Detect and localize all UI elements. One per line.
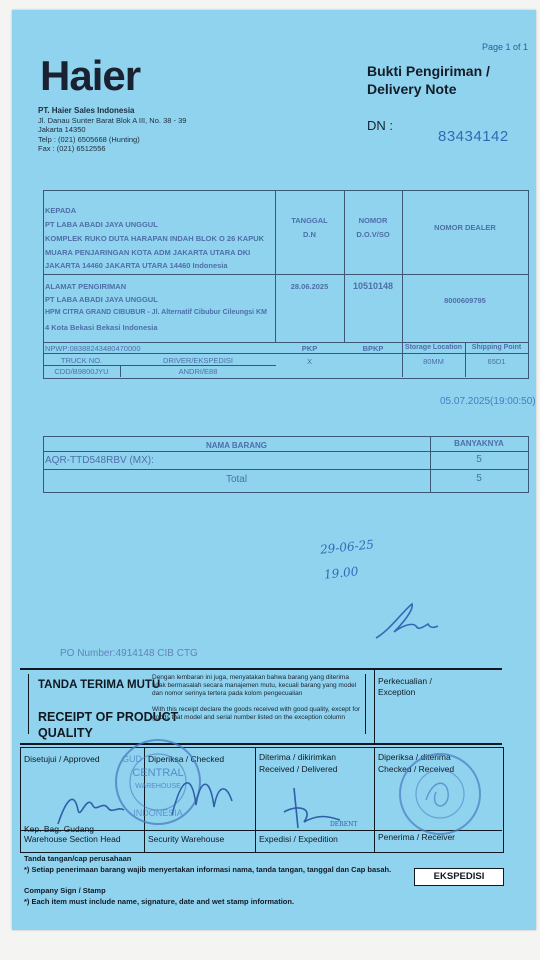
haier-logo: Haier <box>40 52 141 99</box>
consignee-line: KOMPLEK RUKO DUTA HARAPAN INDAH BLOK O 26 KAPUK <box>45 234 265 243</box>
section-bracket <box>28 674 29 734</box>
shipping-value: 65D1 <box>487 357 506 366</box>
ship-to-line: PT LABA ABADI JAYA UNGGUL <box>45 295 158 304</box>
header-tanggal-sub: D.N <box>303 230 316 239</box>
item-name: AQR-TTD548RBV (MX): <box>45 455 154 466</box>
delivery-note-sheet <box>12 10 536 930</box>
handwritten-signature-icon <box>372 600 442 644</box>
company-fax: Fax : (021) 6512556 <box>38 144 106 153</box>
footer-sign-title-id: Tanda tangan/cap perusahaan <box>24 854 132 863</box>
copy-type-badge: EKSPEDISI <box>414 868 504 886</box>
document-title-en: Delivery Note <box>367 81 457 97</box>
header-shipping-point: Shipping Point <box>471 344 522 351</box>
stamp-warehouse-text: WAREHOUSE <box>135 783 181 790</box>
receiver-stamp-icon <box>390 746 490 844</box>
document-title <box>367 62 490 98</box>
role-security: Security Warehouse <box>148 834 225 844</box>
receipt-title-en: RECEIPT OF PRODUCT <box>38 710 179 724</box>
total-qty: 5 <box>476 473 482 484</box>
approved-label: Disetujui / Approved <box>24 754 100 764</box>
checker-signature-icon <box>162 765 252 825</box>
dn-label: DN : <box>367 118 393 133</box>
nomor-value: 10510148 <box>352 281 394 291</box>
storage-value: 80MM <box>423 357 444 366</box>
section-bracket <box>365 674 366 734</box>
received-label: Diperiksa / diterima <box>378 752 451 762</box>
total-label: Total <box>225 474 248 485</box>
signature-divider <box>374 747 375 852</box>
stamp-gud-text: GUD <box>122 754 142 764</box>
header-pkp: PKP <box>301 344 318 353</box>
items-table-divider <box>43 469 528 470</box>
info-table-divider <box>275 190 276 342</box>
receipt-text-en: With this receipt declare the goods received with good quality, except for goods that model and serial number listed on the exception column <box>152 706 360 721</box>
header-nama-barang: NAMA BARANG <box>205 441 268 450</box>
expedition-signature-icon <box>274 782 364 832</box>
role-receiver: Penerima / Receiver <box>378 832 456 842</box>
consignee-line: JAKARTA 14460 JAKARTA UTARA 14460 Indonesia <box>45 261 228 270</box>
consignee-label: KEPADA <box>45 206 77 215</box>
ship-to-line: 4 Kota Bekasi Bekasi Indonesia <box>45 323 158 332</box>
truck-value: CDD/B9800JYU <box>54 367 109 376</box>
delivered-label-en: Received / Delivered <box>259 764 338 774</box>
header-nomor: NOMOR <box>358 216 388 225</box>
stamp-indonesia-text: INDONESIA <box>133 808 183 818</box>
section-rule <box>20 743 502 745</box>
expedition-signature-note: DERENT <box>330 821 358 828</box>
page-number: Page 1 of 1 <box>482 42 529 52</box>
document-title-id: Bukti Pengiriman / <box>367 63 490 79</box>
npwp: NPWP:08388243480470000 <box>45 344 141 353</box>
header-bpkp: BPKP <box>362 344 384 353</box>
receipt-text-id: Dengan lembaran ini juga, menyatakan bahwa barang yang diterima tidak bermasalah secara manajemen mutu, kecuali barang yang model dan nomor serinya tertera pada kolom pengecualian <box>152 674 357 697</box>
company-name: PT. Haier Sales Indonesia <box>38 106 135 115</box>
dn-number: 83434142 <box>438 128 509 145</box>
info-table-divider <box>43 365 276 366</box>
item-qty: 5 <box>476 454 482 465</box>
header-nomor-dealer: NOMOR DEALER <box>434 223 496 232</box>
exception-label-en: Exception <box>378 687 416 697</box>
info-table-divider <box>344 190 345 342</box>
received-label-en: Checked / Received <box>378 764 455 774</box>
receipt-title-id: TANDA TERIMA MUTU <box>38 679 161 691</box>
role-warehouse-head-en: Warehouse Section Head <box>24 834 121 844</box>
exception-label: Perkecualian / <box>378 676 432 686</box>
info-table-divider <box>43 353 528 354</box>
delivered-label: Diterima / dikirimkan <box>259 752 336 762</box>
company-info <box>38 106 186 154</box>
header-tanggal: TANGGAL <box>291 216 328 225</box>
checked-label: Diperiksa / Checked <box>148 754 225 764</box>
header-banyaknya: BANYAKNYA <box>454 439 504 448</box>
company-address-2: Jakarta 14350 <box>38 125 86 134</box>
info-table-divider <box>43 342 528 343</box>
stamp-central-text: CENTRAL <box>132 767 184 779</box>
footer-note-id: *) Setiap penerimaan barang wajib menyertakan informasi nama, tanda tangan, tanggal dan Cap basah. <box>24 865 392 874</box>
ship-to-label: ALAMAT PENGIRIMAN <box>45 282 127 291</box>
info-table-divider <box>43 274 528 275</box>
info-table-divider <box>402 190 403 342</box>
items-table-divider <box>43 451 528 452</box>
company-phone: Telp : (021) 6505668 (Hunting) <box>38 134 140 144</box>
receipt-title-en-2: QUALITY <box>38 726 93 740</box>
ship-to-line: HPM CITRA GRAND CIBUBUR - Jl. Alternatif Cibubur Cileungsi KM <box>45 309 267 316</box>
signature-divider <box>255 747 256 852</box>
approver-signature-icon <box>52 780 142 830</box>
handwritten-time: 19.00 <box>323 564 359 582</box>
role-expedition: Expedisi / Expedition <box>259 834 338 844</box>
header-nomor-sub: D.O.V/SO <box>356 230 390 239</box>
section-rule <box>20 668 502 670</box>
po-number: PO Number:4914148 CIB CTG <box>60 648 198 659</box>
header-truck-no: TRUCK NO. <box>60 356 103 365</box>
consignee-line: MUARA PENJARINGAN KOTA ADM JAKARTA UTARA DKI <box>45 248 251 257</box>
handwritten-date: 29-06-25 <box>319 537 375 557</box>
print-timestamp: 05.07.2025(19:00:50) <box>440 396 536 407</box>
role-warehouse-head: Kep. Bag. Gudang <box>24 824 94 834</box>
tanggal-value: 28.06.2025 <box>290 282 329 291</box>
consignee-line: PT LABA ABADI JAYA UNGGUL <box>45 220 158 229</box>
header-storage-location: Storage Location <box>404 344 463 351</box>
driver-value: ANDRI/E88 <box>178 367 218 376</box>
pkp-value: X <box>306 357 312 366</box>
footer-note-en: *) Each item must include name, signature, date and wet stamp information. <box>24 897 295 906</box>
dealer-value: 8000609795 <box>444 296 486 305</box>
footer-sign-title-en: Company Sign / Stamp <box>24 886 106 895</box>
company-address-1: Jl. Danau Sunter Barat Blok A III, No. 38 - 39 <box>38 115 187 125</box>
section-divider <box>374 668 375 743</box>
header-driver: DRIVER/EKSPEDISI <box>162 356 234 365</box>
